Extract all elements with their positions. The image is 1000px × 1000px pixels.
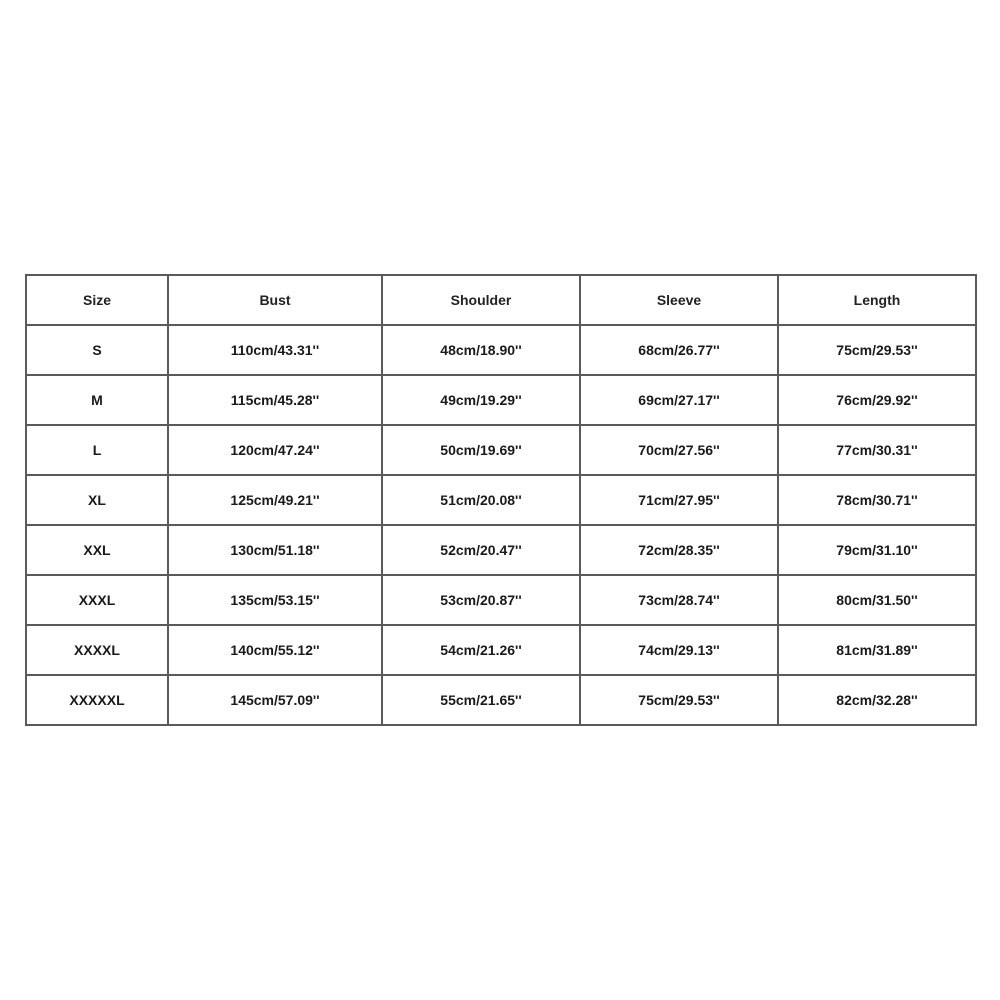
table-row: [26, 325, 976, 375]
cell-bust: 110cm/43.31'': [168, 325, 382, 375]
cell-length: 78cm/30.71'': [778, 475, 976, 525]
size-chart-table: [25, 274, 977, 726]
cell-shoulder: 49cm/19.29'': [382, 375, 580, 425]
cell-shoulder: 52cm/20.47'': [382, 525, 580, 575]
cell-sleeve: 72cm/28.35'': [580, 525, 778, 575]
cell-shoulder: 50cm/19.69'': [382, 425, 580, 475]
cell-size: M: [26, 375, 168, 425]
cell-sleeve: 69cm/27.17'': [580, 375, 778, 425]
cell-sleeve: 70cm/27.56'': [580, 425, 778, 475]
cell-bust: 130cm/51.18'': [168, 525, 382, 575]
cell-size: S: [26, 325, 168, 375]
cell-shoulder: 53cm/20.87'': [382, 575, 580, 625]
table-row: [26, 575, 976, 625]
header-bust: Bust: [168, 275, 382, 325]
header-size: Size: [26, 275, 168, 325]
cell-length: 77cm/30.31'': [778, 425, 976, 475]
cell-sleeve: 71cm/27.95'': [580, 475, 778, 525]
cell-size: XL: [26, 475, 168, 525]
header-shoulder: Shoulder: [382, 275, 580, 325]
cell-size: L: [26, 425, 168, 475]
cell-size: XXXXXL: [26, 675, 168, 725]
cell-bust: 145cm/57.09'': [168, 675, 382, 725]
table-row: [26, 375, 976, 425]
cell-size: XXXL: [26, 575, 168, 625]
cell-size: XXXXL: [26, 625, 168, 675]
cell-bust: 115cm/45.28'': [168, 375, 382, 425]
cell-sleeve: 73cm/28.74'': [580, 575, 778, 625]
cell-shoulder: 48cm/18.90'': [382, 325, 580, 375]
table-header-row: [26, 275, 976, 325]
cell-length: 81cm/31.89'': [778, 625, 976, 675]
cell-shoulder: 55cm/21.65'': [382, 675, 580, 725]
cell-length: 76cm/29.92'': [778, 375, 976, 425]
cell-bust: 125cm/49.21'': [168, 475, 382, 525]
table-row: [26, 475, 976, 525]
cell-length: 80cm/31.50'': [778, 575, 976, 625]
cell-size: XXL: [26, 525, 168, 575]
cell-length: 82cm/32.28'': [778, 675, 976, 725]
table-row: [26, 425, 976, 475]
cell-sleeve: 74cm/29.13'': [580, 625, 778, 675]
cell-sleeve: 75cm/29.53'': [580, 675, 778, 725]
cell-bust: 120cm/47.24'': [168, 425, 382, 475]
cell-length: 75cm/29.53'': [778, 325, 976, 375]
cell-bust: 140cm/55.12'': [168, 625, 382, 675]
table-row: [26, 525, 976, 575]
header-sleeve: Sleeve: [580, 275, 778, 325]
cell-sleeve: 68cm/26.77'': [580, 325, 778, 375]
cell-shoulder: 54cm/21.26'': [382, 625, 580, 675]
cell-shoulder: 51cm/20.08'': [382, 475, 580, 525]
table-row: [26, 675, 976, 725]
table-row: [26, 625, 976, 675]
header-length: Length: [778, 275, 976, 325]
cell-length: 79cm/31.10'': [778, 525, 976, 575]
cell-bust: 135cm/53.15'': [168, 575, 382, 625]
